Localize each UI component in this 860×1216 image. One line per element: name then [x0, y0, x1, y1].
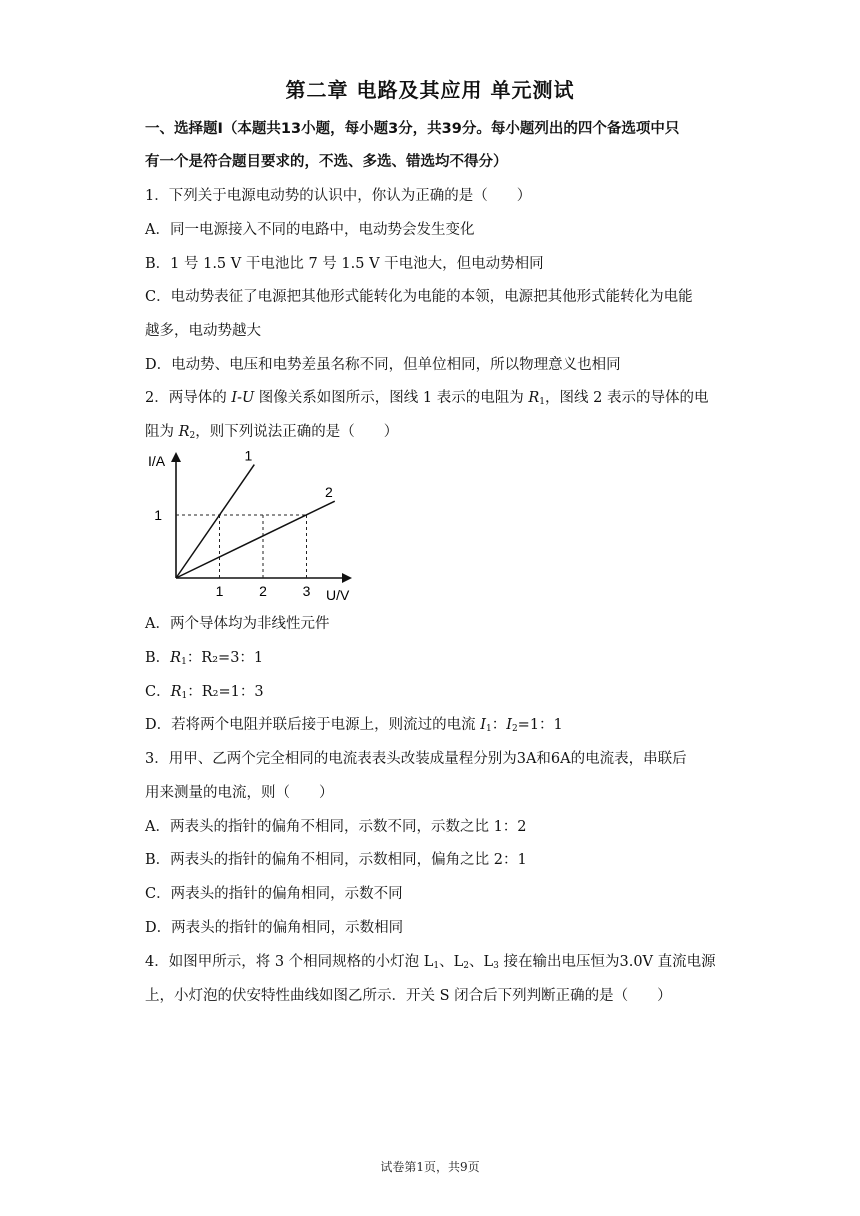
x-tick-label: 3	[302, 583, 311, 599]
q4-stem-line2: 上，小灯泡的伏安特性曲线如图乙所示．开关 S 闭合后下列判断正确的是（ ）	[145, 988, 672, 1004]
q2-colon: ：	[491, 717, 507, 733]
q1-option-c-line1: C．电动势表征了电源把其他形式能转化为电能的本领，电源把其他形式能转化为电能	[145, 289, 693, 305]
section-heading-line2: 有一个是符合题目要求的，不选、多选、错选均不得分）	[145, 154, 508, 170]
q2-option-b	[145, 648, 720, 668]
q2-stem-line1	[145, 388, 720, 408]
q2-text: ，则下列说法正确的是（ ）	[195, 424, 399, 440]
q2-r-symbol: R	[170, 684, 182, 700]
q2-iu-symbol: I-U	[231, 390, 255, 406]
q2-r-symbol: R	[178, 424, 190, 440]
q2-i-symbol: I	[480, 717, 486, 733]
q4-text: 、L	[439, 954, 464, 970]
iu-graph	[140, 448, 370, 610]
q2-option-d-ratio: =1：1	[517, 717, 563, 733]
q2-r-symbol: R	[528, 390, 540, 406]
q2-option-b-prefix: B．	[145, 650, 171, 666]
q4-text: 、L	[469, 954, 494, 970]
q4-subscript: 1	[433, 961, 440, 971]
q3-option-b: B．两表头的指针的偏角不相同，示数相同，偏角之比 2：1	[145, 852, 527, 868]
q2-r-symbol: R	[170, 650, 182, 666]
series-line-2	[176, 501, 335, 578]
q2-option-c-text: ：R₂=1：3	[187, 684, 264, 700]
series-label-2: 2	[324, 484, 333, 501]
q4-subscript: 3	[493, 961, 499, 971]
q2-subscript: 1	[181, 657, 187, 667]
page-footer: 试卷第1页，共9页	[380, 1160, 480, 1174]
q2-option-b-text: ：R₂=3：1	[186, 650, 264, 666]
x-tick-label: 1	[215, 583, 224, 599]
section-heading-line1: 一、选择题Ⅰ（本题共13小题，每小题3分，共39分。每小题列出的四个备选项中只	[145, 121, 680, 137]
q1-stem: 1．下列关于电源电动势的认识中，你认为正确的是（ ）	[145, 188, 532, 204]
q4-text: 4．如图甲所示，将 3 个相同规格的小灯泡 L	[145, 954, 434, 970]
q2-stem-line2	[145, 422, 720, 442]
x-axis-label: U/V	[326, 587, 350, 603]
q2-text: ，图线 2 表示的导体的电	[545, 390, 709, 406]
q3-option-d: D．两表头的指针的偏角相同，示数相同	[145, 920, 404, 936]
q3-stem-line1: 3．用甲、乙两个完全相同的电流表表头改装成量程分别为3A和6A的电流表，串联后	[145, 751, 687, 767]
series-line-1	[176, 465, 254, 578]
q2-text: 图像关系如图所示，图线 1 表示的电阻为	[254, 390, 529, 406]
q2-text: 2．两导体的	[145, 390, 232, 406]
q2-subscript: 1	[539, 397, 546, 407]
q2-option-d-prefix: D．若将两个电阻并联后接于电源上，则流过的电流	[145, 717, 481, 733]
y-tick-label: 1	[154, 507, 162, 523]
q1-option-c-line2: 越多，电动势越大	[145, 323, 261, 339]
q2-subscript: 2	[511, 724, 518, 734]
q2-option-c	[145, 682, 720, 702]
q3-option-a: A．两表头的指针的偏角不相同，示数不同，示数之比 1：2	[145, 819, 527, 835]
q2-option-d	[145, 715, 720, 735]
q4-subscript: 2	[463, 961, 470, 971]
q3-option-c: C．两表头的指针的偏角相同，示数不同	[145, 886, 403, 902]
q3-stem-line2: 用来测量的电流，则（ ）	[145, 785, 334, 801]
q2-subscript: 1	[485, 724, 492, 734]
q2-option-c-prefix: C．	[145, 684, 171, 700]
x-tick-label: 2	[259, 583, 267, 599]
q1-option-b: B．1 号 1.5 V 干电池比 7 号 1.5 V 干电池大，但电动势相同	[145, 256, 544, 272]
q2-text: 阻为	[145, 424, 179, 440]
page-title: 第二章 电路及其应用 单元测试	[285, 78, 575, 102]
y-axis-label: I/A	[148, 453, 166, 469]
q4-stem-line1	[145, 952, 720, 972]
q1-option-a: A．同一电源接入不同的电路中，电动势会发生变化	[145, 222, 475, 238]
q1-option-d: D．电动势、电压和电势差虽名称不同，但单位相同，所以物理意义也相同	[145, 357, 621, 373]
q2-option-a: A．两个导体均为非线性元件	[145, 616, 330, 632]
series-label-1: 1	[244, 448, 253, 464]
q4-text: 接在输出电压恒为3.0V 直流电源	[498, 954, 716, 970]
q2-i-symbol: I	[506, 717, 512, 733]
q2-subscript: 2	[189, 431, 196, 441]
q2-subscript: 1	[181, 691, 188, 701]
